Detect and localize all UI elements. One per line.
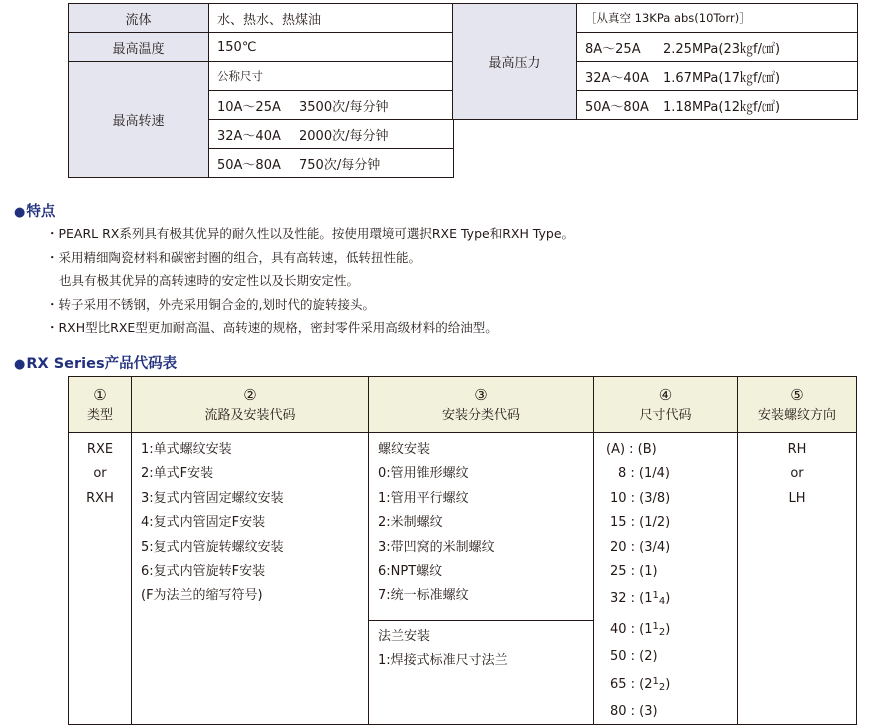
size-code-row [606,615,737,645]
direction-cell [738,433,857,725]
flow-code: 3:复式内管固定螺纹安装 [141,490,284,506]
size-code: 25 : (1) [610,564,658,580]
nominal-size-label: 公称尺寸 [209,62,454,91]
header-num: ③ [474,385,488,404]
pressure-row [577,62,858,91]
product-code-table [68,376,857,725]
install-thread-code: 3:带凹窝的米制螺纹 [378,539,495,555]
header-flow [132,377,369,433]
flow-code: (F为法兰的缩写符号) [141,588,263,604]
flow-code: 5:复式内管旋转螺纹安装 [141,539,284,555]
type-cell [69,433,132,725]
size-code: 80 : (3) [610,704,658,720]
pressure-size: 32A～40A [585,70,649,86]
bullet-dot-icon: ● [14,357,26,372]
size-code-close: ) [665,676,671,692]
install-thread-code: 2:米制螺纹 [378,515,443,531]
fluid-label: 流体 [69,4,209,33]
flow-code-cell [132,433,369,725]
size-code: 40 : (1 [610,621,653,637]
vacuum-note: ［从真空 13KPa abs(10Torr)］ [577,4,858,33]
speed-size: 50A～80A [217,157,281,173]
fraction-numerator: 1 [652,620,659,632]
fraction-numerator: 1 [652,675,659,687]
flow-code: 4:复式内管固定F安装 [141,515,266,531]
pressure-value: 2.25MPa(23㎏f/㎠) [663,41,781,57]
header-install [369,377,594,433]
header-num: ⑤ [790,385,804,404]
install-flange-code: 法兰安装 [378,629,431,645]
install-flange-cell [369,621,594,725]
flow-code: 2:单式F安装 [141,466,214,482]
size-code-row [606,584,737,614]
feature-line: ・采用精细陶瓷材料和碳密封圈的组合，具有高转速，低转扭性能。 [46,249,422,265]
feature-line: 也具有极其优异的高转速時的安定性以及长期安定性。 [59,273,360,289]
size-code: (A) : (B) [606,442,657,457]
flow-code: 6:复式内管旋转F安装 [141,564,266,580]
install-thread-code: 1:管用平行螺纹 [378,490,469,506]
pressure-label: 最高压力 [453,4,577,120]
size-code: 50 : (2) [610,649,658,665]
install-thread-code: 螺纹安装 [378,442,431,457]
temp-label: 最高温度 [69,33,209,62]
size-code: 20 : (3/4) [610,539,671,555]
speed-size: 32A～40A [217,128,281,144]
code-table-heading-text: RX Series产品代码表 [26,356,178,372]
install-thread-code: 0:管用锥形螺纹 [378,466,469,482]
direction-code: RH [787,442,807,457]
install-thread-cell [369,433,594,621]
size-code: 32 : (1 [610,591,653,607]
speed-label: 最高转速 [69,62,209,178]
size-code-cell [594,433,738,725]
size-code: 65 : (2 [610,676,653,692]
header-num: ② [243,385,257,404]
header-num: ④ [658,385,673,404]
pressure-size: 8A～25A [585,41,641,57]
flow-code: 1:单式螺纹安装 [141,442,232,457]
type-code: RXH [86,490,114,506]
pressure-value: 1.67MPa(17㎏f/㎠) [663,70,781,86]
direction-code: LH [788,490,806,506]
header-label: 类型 [86,407,113,423]
header-direction [738,377,857,433]
fraction-numerator: 1 [652,590,659,602]
size-code: 8 : (1/4) [618,466,670,482]
header-num: ① [93,385,107,404]
header-label: 流路及安装代码 [204,407,296,423]
speed-rpm: 750次/每分钟 [299,157,381,173]
feature-line: ・RXH型比RXE型更加耐高温、高转速的规格，密封零件采用高级材料的给油型。 [46,320,498,336]
type-code: RXE [86,442,114,457]
pressure-size: 50A～80A [585,99,649,115]
install-flange-code: 1:焊接式标准尺寸法兰 [378,653,508,669]
temp-value: 150℃ [209,33,454,62]
header-label: 安装螺纹方向 [757,407,836,423]
size-code-close: ) [665,621,671,637]
header-label: 尺寸代码 [639,407,692,423]
bullet-dot-icon: ● [14,205,26,220]
speed-rpm: 2000次/每分钟 [299,128,389,144]
features-list [46,222,574,340]
install-thread-code: 6:NPT螺纹 [378,564,443,580]
size-code: 15 : (1/2) [610,515,671,531]
size-code-close: ) [665,591,671,607]
spec-table-right [452,3,858,120]
header-label: 安装分类代码 [441,407,520,423]
speed-rpm: 3500次/每分钟 [299,99,389,115]
fraction-denominator: 4 [658,596,666,608]
speed-row [209,91,454,120]
features-heading-text: 特点 [26,204,56,220]
header-type [69,377,132,433]
header-size [594,377,738,433]
size-code: 10 : (3/8) [610,490,671,506]
install-thread-code: 7:统一标准螺纹 [378,588,469,604]
size-code-row [606,670,737,700]
pressure-value: 1.18MPa(12㎏f/㎠) [663,99,781,115]
direction-code: or [790,466,804,482]
feature-line: ・转子采用不锈钢，外壳采用铜合金的,划时代的旋转接头。 [46,296,375,312]
type-code: or [93,466,107,482]
spec-table-left [68,3,454,178]
speed-size: 10A～25A [217,99,281,115]
pressure-row [577,91,858,120]
speed-row [209,120,454,149]
fraction-denominator: 2 [658,626,666,638]
code-table-heading [14,352,177,373]
features-heading [14,200,55,221]
fluid-value: 水、热水、热煤油 [209,4,454,33]
pressure-row [577,33,858,62]
fraction-denominator: 2 [658,681,666,693]
speed-row [209,149,454,178]
feature-line: ・PEARL RX系列具有极其优异的耐久性以及性能。按使用環境可選択RXE Type和RXH Type。 [46,226,575,241]
